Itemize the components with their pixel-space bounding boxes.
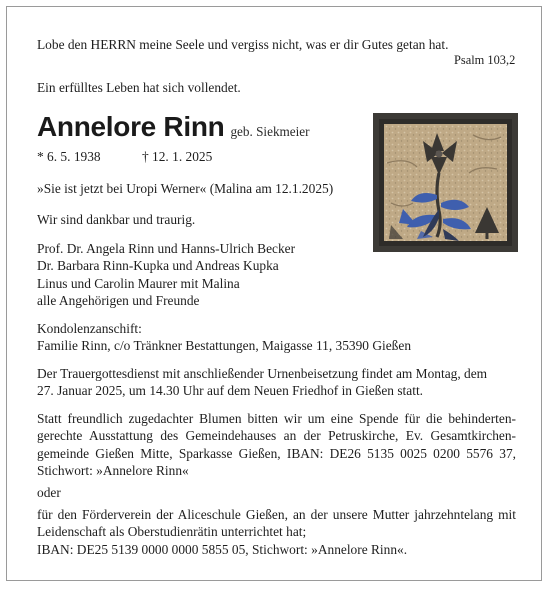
or-word: oder — [37, 485, 61, 500]
donation-alt-line: IBAN: DE25 5139 0000 0000 5855 05, Stichwort: »Annelore Rinn«. — [37, 541, 408, 557]
mourners-list — [37, 240, 295, 309]
bible-verse: Lobe den HERRN meine Seele und vergiss nicht, was er dir Gutes getan hat. — [37, 37, 449, 52]
mourner-line: Linus und Carolin Maurer mit Malina — [37, 275, 240, 291]
donation-block — [37, 410, 516, 479]
deceased-heading — [37, 111, 310, 143]
donation-line: Stichwort: »Annelore Rinn« — [37, 462, 189, 478]
flower-tile-artwork-icon — [373, 113, 518, 252]
condolence-block — [37, 320, 411, 355]
service-block — [37, 365, 487, 400]
mourner-line: Prof. Dr. Angela Rinn und Hanns-Ulrich Becker — [37, 241, 296, 256]
donation-alt-line: Leidenschaft als Oberstudienrätin unterrichtet hat; — [37, 524, 307, 540]
opening-line: Ein erfülltes Leben hat sich vollendet. — [37, 80, 241, 95]
grief-line: Wir sind dankbar und traurig. — [37, 212, 196, 227]
family-quote: »Sie ist jetzt bei Uropi Werner« (Malina am 12.1.2025) — [37, 181, 334, 196]
donation-alt-line: für den Förderverein der Aliceschule Gießen, an der unsere Mutter jahrzehntelang mit — [37, 507, 516, 522]
donation-line: gerechte Ausstattung des Gemeindehauses an der Petruskirche, Ev. Gesamtkirchen- — [37, 428, 516, 444]
condolence-label: Kondolenzanschift: — [37, 321, 142, 336]
service-line: Der Trauergottesdienst mit anschließender Urnenbeisetzung findet am Montag, dem — [37, 366, 488, 381]
verse-reference: Psalm 103,2 — [454, 53, 516, 67]
maiden-name: geb. Siekmeier — [230, 124, 310, 139]
birth-date: * 6. 5. 1938 — [37, 149, 101, 164]
mourner-line: Dr. Barbara Rinn-Kupka und Andreas Kupka — [37, 258, 279, 274]
mourner-line: alle Angehörigen und Freunde — [37, 292, 200, 308]
donation-line: Statt freundlich zugedachter Blumen bitten wir um eine Spende für die behinderten- — [37, 411, 516, 426]
condolence-address: Familie Rinn, c/o Tränkner Bestattungen, Maigasse 11, 35390 Gießen — [37, 338, 412, 354]
deceased-name: Annelore Rinn — [37, 111, 225, 142]
death-date: † 12. 1. 2025 — [142, 149, 213, 164]
donation-line: gemeinde Gießen Mitte, Sparkasse Gießen, IBAN: DE26 5135 0025 0200 5576 37, — [37, 445, 516, 461]
donation-alt-block — [37, 506, 516, 558]
service-line: 27. Januar 2025, um 14.30 Uhr auf dem Neuen Friedhof in Gießen statt. — [37, 383, 424, 399]
